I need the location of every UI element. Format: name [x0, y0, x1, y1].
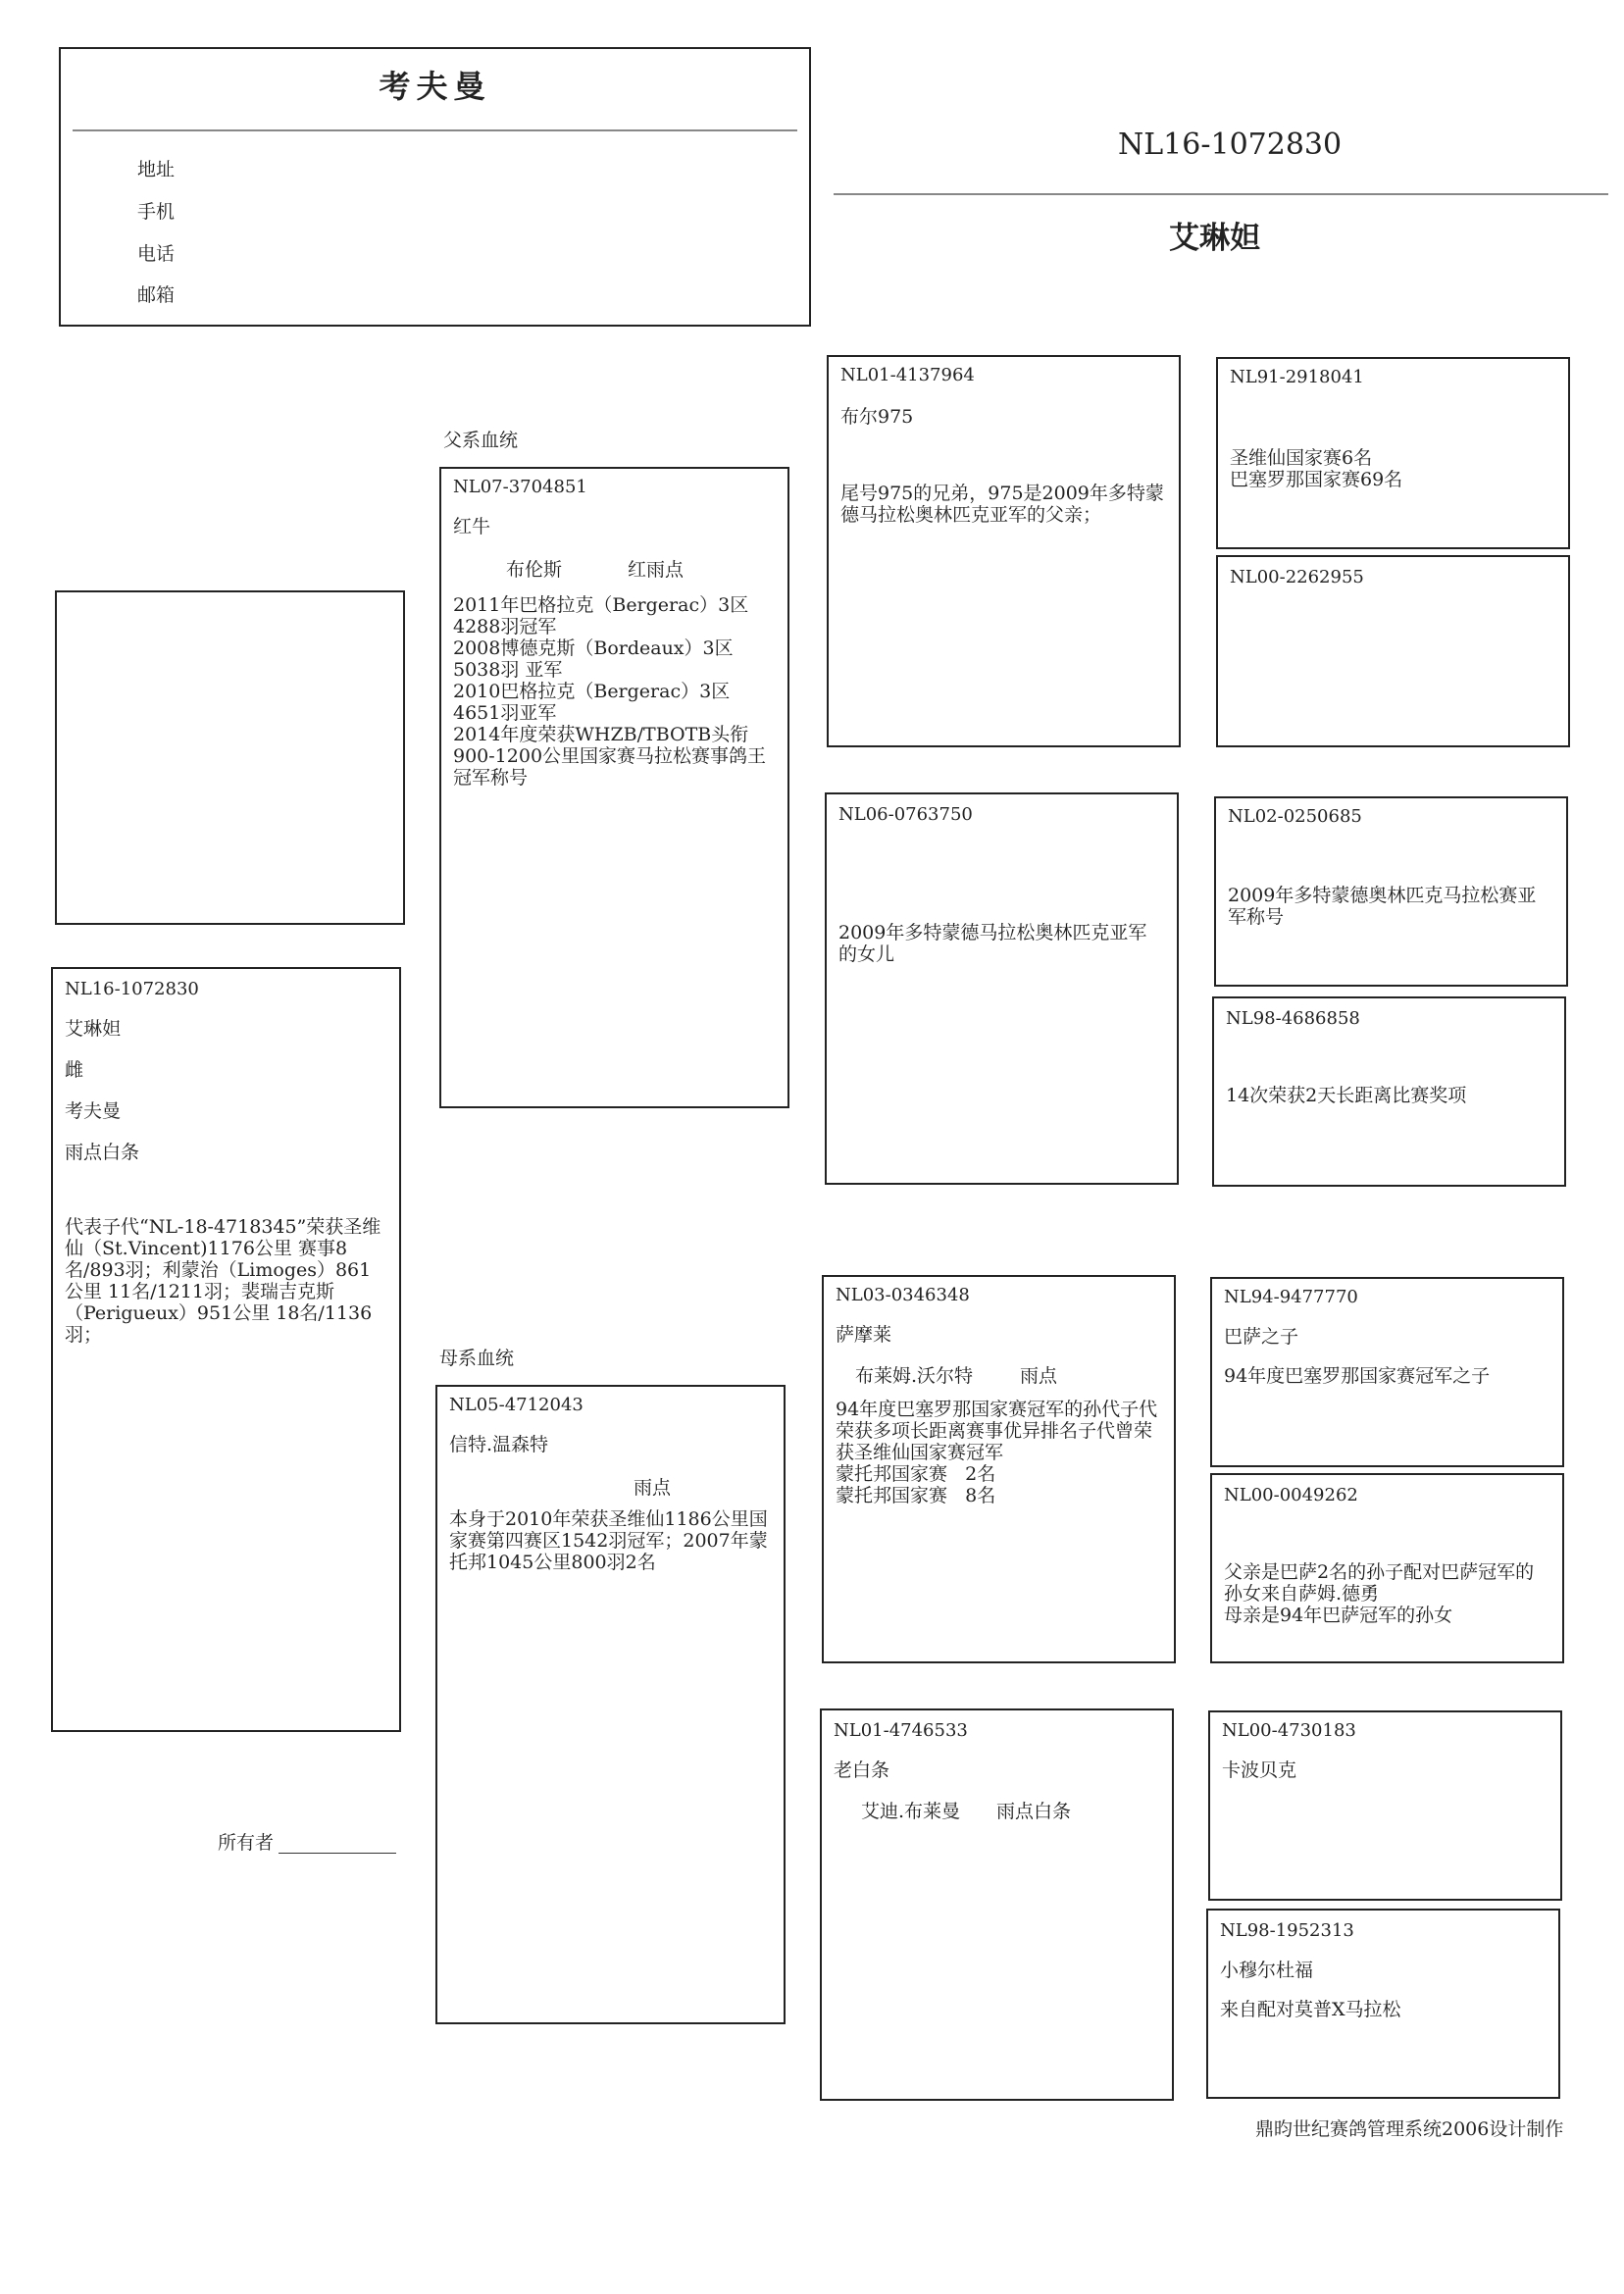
dss-note: 94年度巴塞罗那国家赛冠军之子 — [1224, 1365, 1491, 1387]
sds-card — [1214, 796, 1568, 987]
dam-note: 本身于2010年荣获圣维仙1186公里国家赛第四赛区1542羽冠军；2007年蒙托邦1045公里800羽2名 — [449, 1508, 768, 1573]
subject-breeder: 考夫曼 — [65, 1100, 122, 1122]
owner-signature-line — [279, 1853, 396, 1854]
owner-field-address: 地址 — [137, 159, 176, 180]
dds-card — [1208, 1710, 1562, 1901]
dam-sire-breeder: 布莱姆.沃尔特 — [855, 1365, 974, 1387]
owner-divider — [73, 129, 797, 131]
sire-breeder: 布伦斯 — [506, 559, 563, 581]
dam-sire-note: 94年度巴塞罗那国家赛冠军的孙代子代荣获多项长距离赛事优异排名子代曾荣获圣维仙国家赛冠军 — [836, 1399, 1158, 1463]
dsd-note: 母亲是94年巴萨冠军的孙女 — [1224, 1605, 1453, 1626]
owner-name: 考夫曼 — [379, 68, 491, 105]
sire-sire-card — [827, 355, 1181, 747]
sire-note: 2010巴格拉克（Bergerac）3区4651羽亚军 — [453, 681, 731, 724]
subject-card — [51, 967, 401, 1732]
sss-note: 圣维仙国家赛6名 — [1230, 447, 1373, 469]
sire-note: 2008博德克斯（Bordeaux）3区 5038羽 亚军 — [453, 637, 734, 681]
footer-credit: 鼎昀世纪赛鸽管理系统2006设计制作 — [1255, 2118, 1564, 2140]
header-divider — [834, 193, 1608, 195]
sds-note: 2009年多特蒙德奥林匹克马拉松赛亚军称号 — [1228, 885, 1537, 928]
sdd-card — [1212, 996, 1566, 1187]
sire-dam-ring: NL06-0763750 — [838, 804, 973, 825]
sdd-note: 14次荣获2天长距离比赛奖项 — [1226, 1085, 1467, 1106]
dss-name: 巴萨之子 — [1224, 1326, 1299, 1348]
subject-color: 雨点白条 — [65, 1142, 140, 1163]
dam-sire-note: 蒙托邦国家赛 2名 — [836, 1463, 996, 1485]
dss-card — [1210, 1277, 1564, 1467]
sire-dam-note: 2009年多特蒙德马拉松奥林匹克亚军的女儿 — [838, 922, 1147, 965]
owner-field-mobile: 手机 — [137, 201, 176, 223]
subject-name: 艾琳妲 — [65, 1018, 122, 1040]
sire-color: 红雨点 — [628, 559, 685, 581]
dsd-ring: NL00-0049262 — [1224, 1485, 1358, 1505]
ddd-ring: NL98-1952313 — [1220, 1920, 1354, 1941]
dds-name: 卡波贝克 — [1222, 1759, 1297, 1781]
dam-dam-card — [820, 1708, 1174, 2101]
dam-dam-color: 雨点白条 — [996, 1801, 1072, 1822]
dam-card — [435, 1385, 786, 2024]
sss-ring: NL91-2918041 — [1230, 367, 1364, 387]
dam-sire-name: 萨摩莱 — [836, 1324, 892, 1346]
ddd-note: 来自配对莫普X马拉松 — [1220, 1999, 1401, 2020]
owner-signature-label: 所有者 — [218, 1832, 275, 1854]
dss-ring: NL94-9477770 — [1224, 1287, 1358, 1307]
dam-color: 雨点 — [634, 1477, 672, 1499]
dam-dam-name: 老白条 — [834, 1759, 890, 1781]
dam-name: 信特.温森特 — [449, 1434, 549, 1455]
dsd-notes — [1224, 1561, 1550, 1626]
sss-card — [1216, 357, 1570, 549]
sire-sire-note: 尾号975的兄弟，975是2009年多特蒙德马拉松奥林匹克亚军的父亲； — [840, 483, 1164, 526]
sire-ring: NL07-3704851 — [453, 477, 587, 497]
sire-card — [439, 467, 789, 1108]
dam-ring: NL05-4712043 — [449, 1395, 584, 1415]
subject-note: 代表子代“NL-18-4718345”荣获圣维仙（St.Vincent)1176公里 赛事8名/893羽；利蒙治（Limoges）861公里 11名/1211羽；裴瑞吉克斯（Perigueux）951公里 18名/1136羽； — [65, 1216, 381, 1346]
sss-notes — [1230, 447, 1556, 490]
owner-box — [59, 47, 811, 327]
dsd-note: 父亲是巴萨2名的孙子配对巴萨冠军的孙女来自萨姆.德勇 — [1224, 1561, 1535, 1605]
sire-note: 2014年度荣获WHZB/TBOTB头衔900-1200公里国家赛马拉松赛事鸽王冠军称号 — [453, 724, 767, 789]
dam-sire-notes — [836, 1399, 1162, 1506]
dam-sire-color: 雨点 — [1020, 1365, 1058, 1387]
owner-field-phone: 电话 — [137, 243, 176, 265]
dsd-card — [1210, 1473, 1564, 1663]
subject-ring: NL16-1072830 — [65, 979, 199, 999]
header-ring: NL16-1072830 — [1118, 127, 1343, 162]
sire-note: 2011年巴格拉克（Bergerac）3区4288羽冠军 — [453, 594, 749, 637]
sds-ring: NL02-0250685 — [1228, 806, 1362, 827]
photo-frame — [55, 590, 405, 925]
dam-sire-ring: NL03-0346348 — [836, 1285, 970, 1305]
sdd-ring: NL98-4686858 — [1226, 1008, 1360, 1029]
ddd-name: 小穆尔杜福 — [1220, 1960, 1314, 1981]
sire-line-label: 父系血统 — [443, 430, 519, 451]
ssd-card — [1216, 555, 1570, 747]
sire-sire-name: 布尔975 — [840, 406, 914, 428]
dam-sire-card — [822, 1275, 1176, 1663]
ddd-card — [1206, 1909, 1560, 2099]
sire-dam-card — [825, 792, 1179, 1185]
sire-notes — [453, 594, 776, 789]
sire-sire-ring: NL01-4137964 — [840, 365, 975, 385]
dam-line-label: 母系血统 — [439, 1348, 515, 1369]
ssd-ring: NL00-2262955 — [1230, 567, 1364, 587]
dam-dam-breeder: 艾迪.布莱曼 — [861, 1801, 961, 1822]
owner-field-email: 邮箱 — [137, 284, 176, 306]
dam-dam-ring: NL01-4746533 — [834, 1720, 968, 1741]
sss-note: 巴塞罗那国家赛69名 — [1230, 469, 1403, 490]
sire-name: 红牛 — [453, 516, 491, 537]
dam-sire-note: 蒙托邦国家赛 8名 — [836, 1485, 996, 1506]
header-name: 艾琳妲 — [1169, 221, 1260, 256]
subject-sex: 雌 — [65, 1059, 84, 1081]
dds-ring: NL00-4730183 — [1222, 1720, 1356, 1741]
